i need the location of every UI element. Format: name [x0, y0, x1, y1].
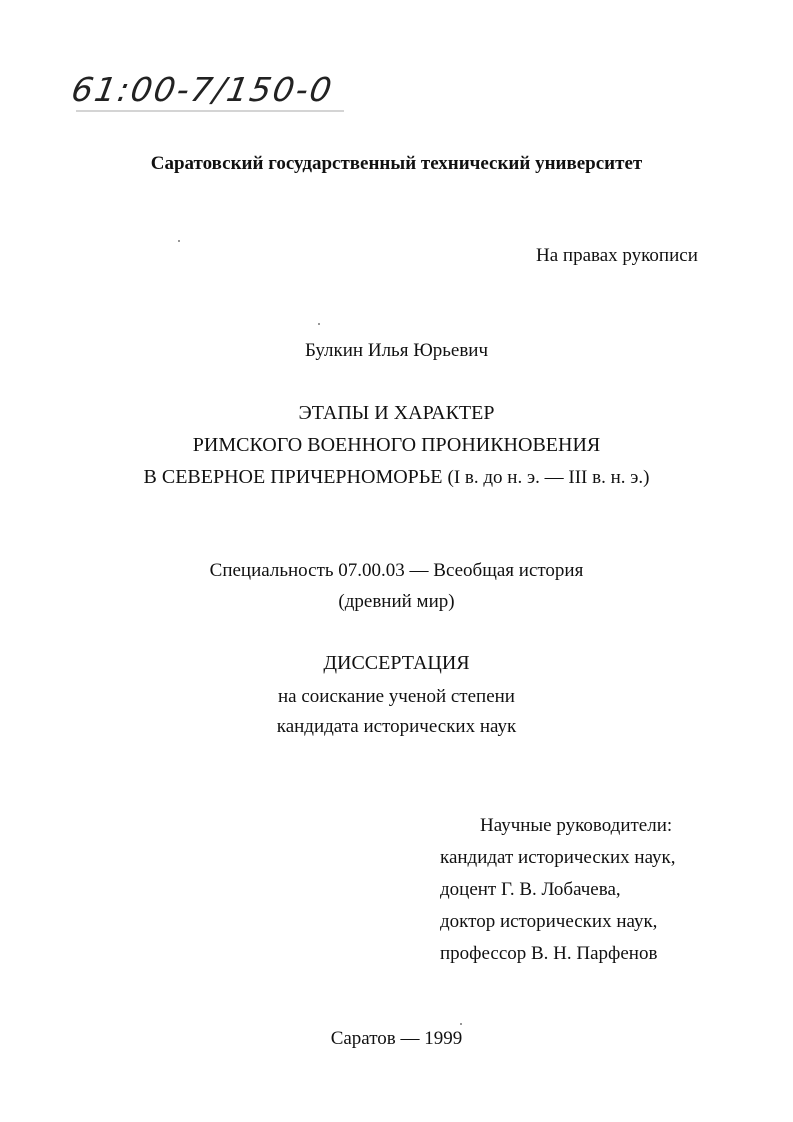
dissertation-title-line-3 — [0, 461, 793, 494]
title-period: (I в. до н. э. — III в. н. э.) — [447, 467, 650, 488]
scan-speck — [178, 240, 180, 242]
scan-speck — [460, 1023, 462, 1025]
dissertation-title-line-1: ЭТАПЫ И ХАРАКТЕР — [298, 402, 495, 424]
degree-line-2: кандидата исторических наук — [276, 716, 517, 737]
specialty-subfield: (древний мир) — [338, 591, 455, 612]
supervisor-line: кандидат исторических наук, — [440, 847, 676, 868]
city-year: Саратов — 1999 — [330, 1028, 463, 1049]
supervisor-line: профессор В. Н. Парфенов — [440, 943, 658, 964]
manuscript-rights-note: На правах рукописи — [536, 245, 698, 266]
supervisor-line: доктор исторических наук, — [440, 911, 658, 932]
archive-code-handwritten: 61:00-7/150-0 — [68, 70, 337, 109]
author-name: Булкин Илья Юрьевич — [304, 340, 489, 361]
supervisor-line: доцент Г. В. Лобачева, — [440, 879, 621, 900]
scan-speck — [318, 323, 320, 325]
university-name: Саратовский государственный технический университет — [150, 153, 643, 174]
supervisors-heading: Научные руководители: — [480, 815, 673, 836]
title-region: В СЕВЕРНОЕ ПРИЧЕРНОМОРЬЕ — [143, 466, 443, 488]
archive-code-underline — [76, 110, 344, 112]
work-type-heading: ДИССЕРТАЦИЯ — [323, 652, 470, 674]
specialty-line: Специальность 07.00.03 — Всеобщая история — [209, 560, 584, 581]
supervisors-block — [440, 810, 676, 970]
dissertation-title-line-2: РИМСКОГО ВОЕННОГО ПРОНИКНОВЕНИЯ — [192, 434, 601, 456]
degree-line-1: на соискание ученой степени — [278, 686, 515, 707]
